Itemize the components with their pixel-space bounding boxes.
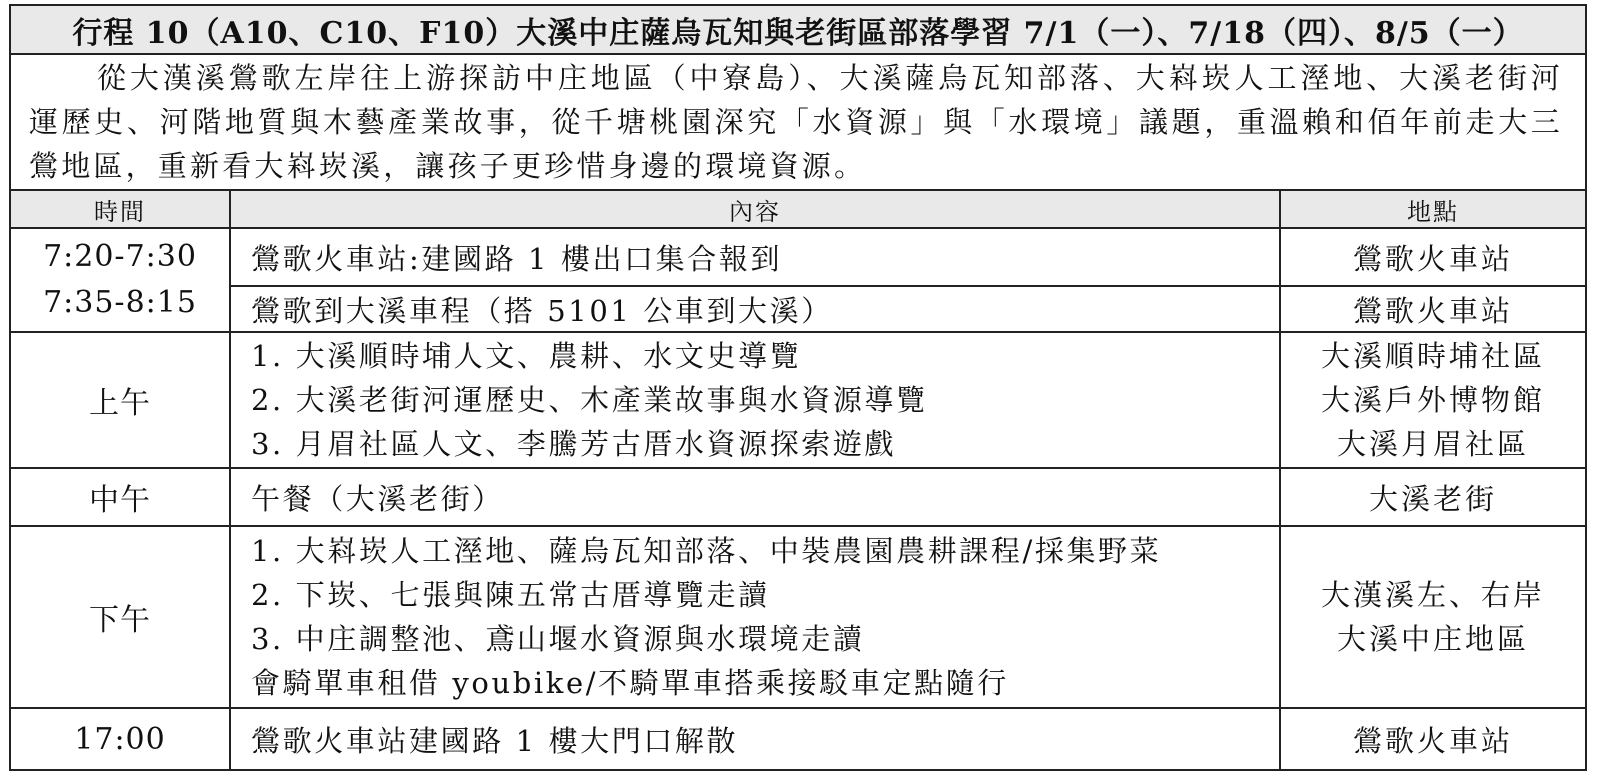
noon-place: 大溪老街 (1280, 468, 1586, 526)
afternoon-item: 1. 大嵙崁人工溼地、薩烏瓦知部落、中裝農園農耕課程/採集野菜 (251, 534, 1162, 568)
time-cell-early (10, 228, 230, 332)
afternoon-place: 大溪中庄地區 (1336, 622, 1529, 656)
title-row (10, 5, 1586, 54)
morning-content (230, 332, 1280, 468)
morning-place: 大溪戶外博物館 (1320, 383, 1545, 417)
afternoon-item: 3. 中庄調整池、鳶山堰水資源與水環境走讀 (251, 622, 865, 656)
checkin-place: 鶯歌火車站 (1280, 228, 1586, 286)
morning-item: 3. 月眉社區人文、李騰芳古厝水資源探索遊戲 (251, 427, 897, 461)
afternoon-place: 大漢溪左、右岸 (1320, 578, 1545, 612)
intro-paragraph: 從大漢溪鶯歌左岸往上游探訪中庄地區（中寮島）、大溪薩烏瓦知部落、大嵙崁人工溼地、大溪老街河運歷史、河階地質與木藝產業故事，從千塘桃園深究「水資源」與「水環境」議題，重溫賴和佰年前走大三鶯地區，重新看大嵙崁溪，讓孩子更珍惜身邊的環境資源。 (29, 61, 1563, 183)
dismissal-time: 17:00 (10, 708, 230, 770)
schedule-row-noon (10, 468, 1586, 526)
schedule-row-checkin (10, 228, 1586, 286)
schedule-row-dismissal (10, 708, 1586, 770)
schedule-row-transit (10, 286, 1586, 332)
intro-cell (10, 54, 1586, 190)
afternoon-time: 下午 (10, 526, 230, 708)
schedule-row-afternoon (10, 526, 1586, 708)
transit-place: 鶯歌火車站 (1280, 286, 1586, 332)
afternoon-places (1280, 526, 1586, 708)
morning-place: 大溪順時埔社區 (1320, 339, 1545, 373)
afternoon-content (230, 526, 1280, 708)
checkin-time: 7:20-7:30 (43, 239, 197, 274)
morning-place: 大溪月眉社區 (1336, 427, 1529, 461)
morning-item: 2. 大溪老街河運歷史、木產業故事與水資源導覽 (251, 383, 928, 417)
content-column-header: 內容 (230, 190, 1280, 228)
transit-content: 鶯歌到大溪車程（搭 5101 公車到大溪） (230, 286, 1280, 332)
itinerary-table (9, 4, 1587, 771)
dismissal-content: 鶯歌火車站建國路 1 樓大門口解散 (230, 708, 1280, 770)
afternoon-item: 2. 下崁、七張與陳五常古厝導覽走讀 (251, 578, 770, 612)
transit-time: 7:35-8:15 (43, 285, 197, 320)
afternoon-item: 會騎單車租借 youbike/不騎單車搭乘接駁車定點隨行 (251, 666, 1009, 700)
header-row (10, 190, 1586, 228)
noon-time: 中午 (10, 468, 230, 526)
itinerary-title: 行程 10（A10、C10、F10）大溪中庄薩烏瓦知與老街區部落學習 7/1（一）、7/18（四）、8/5（一） (10, 5, 1586, 54)
morning-item: 1. 大溪順時埔人文、農耕、水文史導覽 (251, 339, 802, 373)
time-column-header: 時間 (10, 190, 230, 228)
morning-places (1280, 332, 1586, 468)
intro-row (10, 54, 1586, 190)
schedule-row-morning (10, 332, 1586, 468)
noon-content: 午餐（大溪老街） (230, 468, 1280, 526)
morning-time: 上午 (10, 332, 230, 468)
place-column-header: 地點 (1280, 190, 1586, 228)
dismissal-place: 鶯歌火車站 (1280, 708, 1586, 770)
checkin-content: 鶯歌火車站:建國路 1 樓出口集合報到 (230, 228, 1280, 286)
